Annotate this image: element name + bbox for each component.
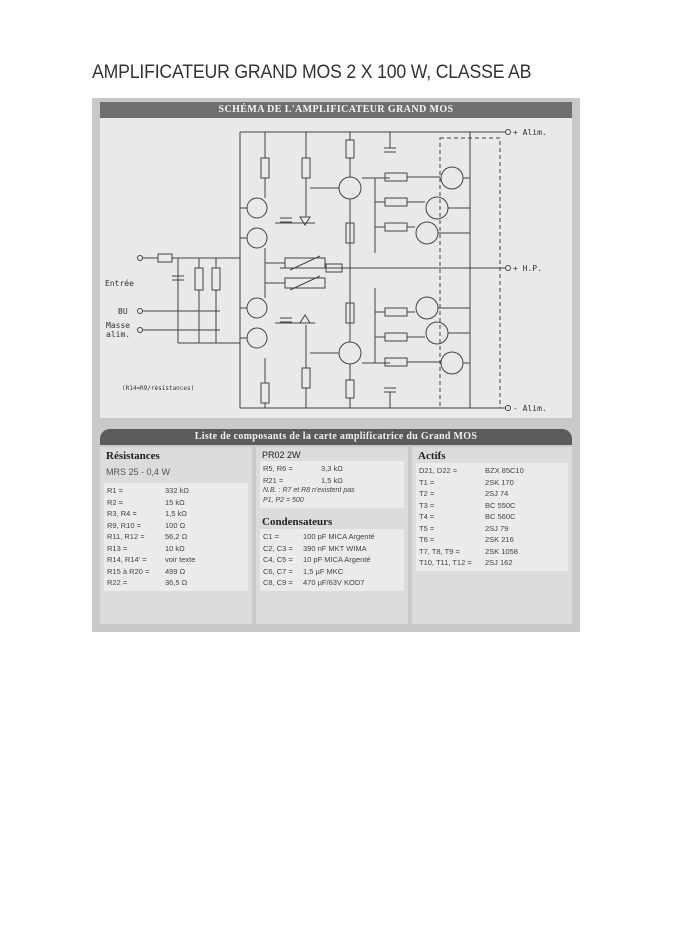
parts-list-header: Liste de composants de la carte amplificatrice du Grand MOS — [100, 429, 572, 445]
label-plus-hp: + H.P. — [513, 264, 542, 273]
resistor-r13 — [212, 268, 220, 290]
condensateurs-title: Condensateurs — [262, 516, 333, 528]
document-title: AMPLIFICATEUR GRAND MOS 2 X 100 W, CLASSE AB — [92, 62, 532, 83]
gate-resistors-top — [375, 173, 407, 231]
list-item: R9, R10 = 100 Ω — [107, 520, 186, 530]
resistor-r9 — [346, 140, 354, 158]
pr02-trimmers: P1, P2 = 500 — [263, 497, 304, 504]
transistor-t2 — [247, 198, 267, 218]
zener-d22 — [300, 315, 310, 323]
condensateurs-list — [260, 529, 404, 591]
resistor-r5 — [302, 158, 310, 178]
pr02-list — [260, 461, 404, 508]
list-item: T10, T11, T12 = 2SJ 162 — [419, 558, 513, 567]
resistances-title: Résistances — [106, 450, 160, 462]
list-item: R11, R12 = 56,2 Ω — [107, 532, 188, 541]
list-item: C1 = 100 pF MICA Argenté — [263, 532, 375, 541]
ground-terminal — [138, 328, 143, 333]
pr02-condensateurs-column — [256, 447, 408, 624]
transistor-t4 — [247, 328, 267, 348]
schematic-sheet — [92, 98, 580, 632]
list-item: R2 = 15 kΩ — [107, 497, 185, 507]
list-item: C8, C9 = 470 µF/63V KOD7 — [263, 578, 365, 587]
mosfet-t10 — [416, 297, 438, 319]
list-item: R15 à R20 = 499 Ω — [107, 566, 186, 576]
mosfet-t11 — [426, 322, 448, 344]
input-terminal — [138, 256, 143, 261]
list-item: C2, C3 = 390 nF MKT WIMA — [263, 543, 367, 553]
label-masse: Masse — [106, 321, 131, 330]
transistor-t5 — [339, 177, 361, 199]
resistor-r6 — [302, 368, 310, 388]
pr02-title: PR02 2W — [262, 450, 301, 460]
label-plus-alim: + Alim. — [513, 128, 547, 137]
label-entree: Entrée — [105, 279, 134, 288]
schematic-diagram — [100, 118, 572, 418]
bu-terminal — [138, 309, 143, 314]
list-item: T7, T8, T9 = 2SK 1058 — [419, 546, 518, 556]
terminal-minus-alim — [506, 406, 511, 411]
transistor-t1 — [247, 228, 267, 248]
mosfet-t8 — [426, 197, 448, 219]
label-bu: BU — [118, 307, 128, 316]
pr02-note: N.B. : R7 et R8 n'existent pas — [263, 487, 355, 494]
actifs-title: Actifs — [418, 450, 446, 462]
list-item: T2 = 2SJ 74 — [419, 489, 509, 498]
list-item: R5, R6 = 3,3 kΩ — [263, 464, 343, 473]
transistor-t6 — [339, 342, 361, 364]
list-item: R22 = 36,5 Ω — [107, 578, 188, 587]
list-item: T6 = 2SK 216 — [419, 535, 514, 544]
resistances-column — [100, 447, 252, 624]
actifs-list — [416, 463, 568, 571]
list-item: C4, C5 = 10 pF MICA Argenté — [263, 555, 371, 564]
resistor-r3 — [261, 158, 269, 178]
list-item: R14, R14' = voir texte — [107, 555, 196, 564]
resistances-subtitle: MRS 25 - 0,4 W — [106, 467, 171, 477]
resistances-list — [104, 483, 248, 591]
list-item: T5 = 2SJ 79 — [419, 523, 509, 533]
label-alim: alim. — [106, 330, 131, 339]
resistor-r2 — [195, 268, 203, 290]
zener-d21 — [300, 217, 310, 225]
resistor-r4 — [261, 383, 269, 403]
list-item: R3, R4 = 1,5 kΩ — [107, 509, 187, 518]
list-item: T4 = BC 560C — [419, 512, 516, 521]
mosfet-t12 — [441, 352, 463, 374]
list-item: D21, D22 = BZX 85C10 — [419, 466, 524, 475]
gate-resistors-bottom — [375, 308, 407, 366]
schematic-footnote: (R14=R9/résistances) — [122, 385, 195, 392]
list-item: R13 = 10 kΩ — [107, 543, 185, 553]
resistor-r1 — [158, 254, 172, 262]
list-item: C6, C7 = 1,5 µF MKC — [263, 566, 344, 576]
mosfet-t7 — [416, 222, 438, 244]
list-item: T3 = BC 550C — [419, 500, 516, 510]
list-item: T1 = 2SK 170 — [419, 477, 514, 487]
label-minus-alim: - Alim. — [513, 404, 547, 413]
resistor-r10 — [346, 380, 354, 398]
actifs-column — [412, 447, 572, 624]
list-item: R21 = 1,5 kΩ — [263, 475, 343, 485]
mosfet-t9 — [441, 167, 463, 189]
terminal-plus-alim — [506, 130, 511, 135]
transistor-t3 — [247, 298, 267, 318]
schematic-header: SCHÉMA DE L'AMPLIFICATEUR GRAND MOS — [100, 102, 572, 118]
list-item: R1 = 332 kΩ — [107, 486, 189, 495]
terminal-hp — [506, 266, 511, 271]
